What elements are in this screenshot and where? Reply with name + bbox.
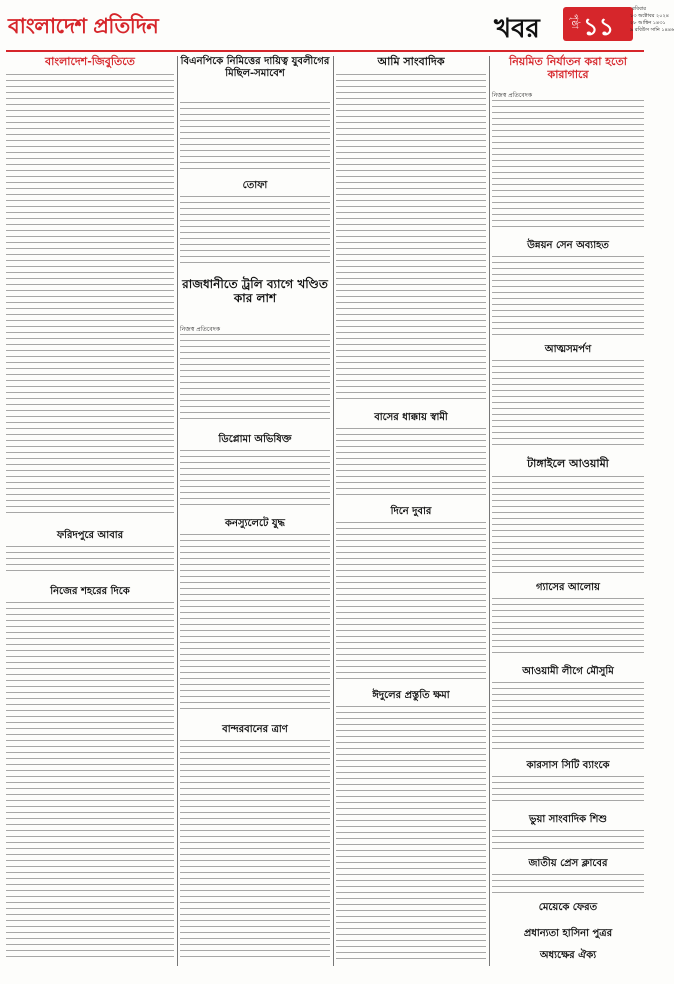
headline: জাতীয় প্রেস ক্লাবের xyxy=(528,858,608,869)
headline: প্রধান্যতা হাসিনা পুত্রর xyxy=(523,928,613,939)
section-title: খবর xyxy=(494,14,540,44)
date-hijri: ৯ রবিউস সানি ১৪৪৬ xyxy=(630,27,674,33)
column-rule xyxy=(489,56,490,966)
headline: বাসের ধাক্কায় স্বামী xyxy=(374,412,448,423)
headline: বাংলাদেশ-জিবুতিতে xyxy=(45,55,135,68)
article-body xyxy=(336,74,486,404)
article-body xyxy=(492,830,644,850)
column-rule xyxy=(333,56,334,966)
article-body xyxy=(336,706,486,962)
article-body xyxy=(492,360,644,450)
article-body xyxy=(492,598,644,658)
page-label: পৃষ্ঠা xyxy=(569,14,579,29)
article-body xyxy=(6,602,174,962)
article-a9 xyxy=(492,458,644,578)
article-a3 xyxy=(336,56,486,406)
date-weekday: রবিবার xyxy=(632,6,646,12)
headline: বিএনপিকে নিমিত্তের দায়িত্ব যুবলীগের মিছিল-সমাবেশ xyxy=(180,56,330,79)
headline: ভুয়া সাংবাদিক শিশু xyxy=(529,814,607,825)
article-a12 xyxy=(180,434,330,514)
article-a5 xyxy=(492,240,644,340)
article-a13 xyxy=(180,518,330,718)
article-body xyxy=(492,256,644,336)
byline: নিজস্ব প্রতিবেদক xyxy=(492,92,533,99)
masthead-rule xyxy=(6,50,644,52)
article-a2 xyxy=(180,56,330,176)
article-body xyxy=(492,776,644,806)
headline: অধ্যক্ষের ঐক্য xyxy=(539,950,597,961)
article-body xyxy=(180,534,330,714)
column-rule xyxy=(177,56,178,966)
article-body xyxy=(6,546,174,576)
brand-logo: বাংলাদেশ প্রতিদিন xyxy=(8,13,159,38)
date-block xyxy=(630,6,674,34)
article-a20 xyxy=(492,760,644,810)
article-a21 xyxy=(492,814,644,854)
article-a25 xyxy=(492,950,644,970)
article-body xyxy=(180,450,330,510)
byline: নিজস্ব প্রতিবেদক xyxy=(180,326,221,333)
article-a15 xyxy=(336,506,486,686)
date-gregorian: ১৩ অক্টোবর ২০২৪ xyxy=(630,13,670,19)
article-body xyxy=(180,102,330,172)
headline: মেয়েকে ফেরত xyxy=(538,902,598,913)
article-a14 xyxy=(6,586,174,966)
headline: ঈদুলের প্রস্তুতি ক্ষমা xyxy=(372,690,450,701)
article-a19 xyxy=(336,690,486,966)
headline: নিজের শহরের দিকে xyxy=(50,586,130,597)
headline: ফরিদপুরে আবার xyxy=(56,530,124,541)
article-body xyxy=(180,334,330,424)
article-a23 xyxy=(492,902,644,926)
article-a11 xyxy=(6,530,174,580)
article-body xyxy=(492,476,644,576)
article-a8 xyxy=(492,344,644,454)
headline: রাজধানীতে ট্রলি ব্যাগে খণ্ডিত কার লাশ xyxy=(182,277,328,305)
headline: আওয়ামী লীগে মৌসুমি xyxy=(522,666,614,677)
headline: তোফা xyxy=(242,180,268,191)
article-a7 xyxy=(180,278,330,428)
article-body xyxy=(492,682,644,752)
article-body xyxy=(180,740,330,960)
headline: কনস্যুলেটে যুদ্ধ xyxy=(225,518,285,529)
article-body xyxy=(180,196,330,266)
article-a22 xyxy=(492,858,644,898)
headline: দিনে দুবার xyxy=(390,506,432,517)
headline: বান্দরবানের ত্রাণ xyxy=(222,724,288,735)
headline: নিয়মিত নির্যাতন করা হতো কারাগারে xyxy=(509,55,627,81)
headline: উন্নয়ন সেন অব্যাহত xyxy=(527,240,609,251)
article-body xyxy=(492,100,644,230)
article-body xyxy=(6,74,174,514)
article-a16 xyxy=(492,582,644,662)
headline: গ্যাসের আলোয় xyxy=(536,582,600,593)
article-body xyxy=(492,874,644,894)
article-body xyxy=(336,522,486,682)
article-a1 xyxy=(6,56,174,526)
headline: টাঙ্গাইলে আওয়ামী xyxy=(527,457,609,470)
headline: কারসাস সিটি ব্যাংকে xyxy=(526,760,610,771)
headline: ডিপ্লোমা অভিষিক্ত xyxy=(218,434,292,445)
headline: আমি সাংবাদিক xyxy=(377,55,445,68)
page-number-badge xyxy=(563,7,633,41)
article-a24 xyxy=(492,928,644,948)
page-number: ১১ xyxy=(583,13,615,41)
headline: আত্মসমর্পণ xyxy=(544,344,592,355)
article-a6 xyxy=(180,180,330,270)
date-bangla: ২৮ আশ্বিন ১৪৩১ xyxy=(630,20,666,26)
article-a17 xyxy=(492,666,644,756)
article-body xyxy=(336,428,486,498)
article-a10 xyxy=(336,412,486,502)
article-a18 xyxy=(180,724,330,964)
article-a4 xyxy=(492,56,644,236)
